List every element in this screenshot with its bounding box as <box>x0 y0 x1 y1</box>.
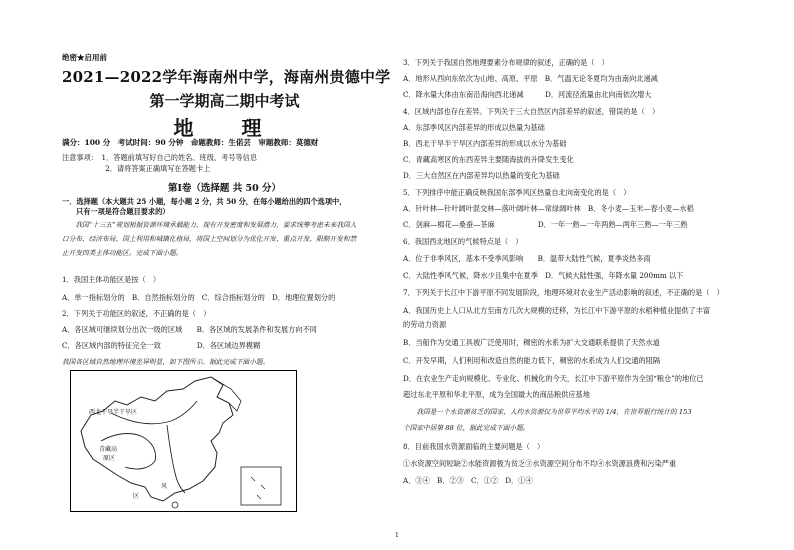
question-6: 6．我国西北地区的气候特点是（ ） <box>403 237 523 246</box>
northeast-shape <box>211 377 241 411</box>
exam-meta: 满分：100 分 考试时间：90 分钟 命题教师：生偌芸 审题教师：莫德财 <box>62 138 319 147</box>
question-8-statements: ①水资源空间短缺②水能资源极为贫乏③水资源空间分布不均④水资源浪费和污染严重 <box>403 459 677 468</box>
question-4-option-c: C．青藏高寒区的东西差异主要随海拔的升降发生变化 <box>403 155 574 164</box>
question-3-options-ab: A．地形从西向东依次为山地、高原、平原 B．气温无论冬夏均为由南向北递减 <box>403 74 658 83</box>
china-region-map <box>70 370 297 512</box>
question-7-option-d-1: D．在农业生产走向规模化、专业化、机械化的今天，长江中下游平原作为全国“粮仓”的地位已 <box>403 374 704 383</box>
section-title: 第Ⅰ卷（选择题 共 50 分） <box>167 183 282 194</box>
question-4-option-d: D．三大自然区在内部差异均以热量的变化为基础 <box>403 171 560 180</box>
water-para-1: 我国是一个水资源贫乏的国家，人均水资源仅为世界平均水平的 1/4，在世界银行统计的 153 <box>403 408 692 416</box>
question-4: 4．区域内部也存在差异。下列关于三大自然区内部差异的叙述，错误的是（ ） <box>403 107 660 116</box>
south-sea-inset <box>241 467 281 505</box>
secret-label: 绝密★启用前 <box>62 53 107 62</box>
question-6-options-cd: C．大陆性季风气候，降水少且集中在夏季 D．气候大陆性强，年降水量 200mm 以下 <box>403 271 684 280</box>
label-tibet-1: 青藏高 <box>99 446 118 453</box>
exam-title-line2: 第一学期高二期中考试 <box>149 92 300 110</box>
question-2: 2．下列关于功能区的叙述，不正确的是（ ） <box>62 309 211 318</box>
map-intro: 我国各区域自然地理环境差异明显，如下图所示。据此完成下面小题。 <box>62 358 270 366</box>
water-para-2: 个国家中居第 88 位，据此完成下面小题。 <box>403 424 530 432</box>
exam-title-line1: 2021—2022学年海南州中学，海南州贵德中学 <box>62 68 391 86</box>
question-4-option-b: B．西北干旱半干旱区内部差异的形成以水分为基础 <box>403 139 567 148</box>
question-3-options-cd: C．降水量大体由东南沿海向西北递减 D．河流径流量由北向南依次增大 <box>403 90 652 99</box>
part1-intro-1: 一．选择题（本大题共 25 小题，每小题 2 分，共 50 分，在每小题给出的四个选项中， <box>62 197 347 206</box>
question-8: 8．目前我国水资源面临的主要问题是（ ） <box>403 442 545 451</box>
para-line-2: 口分布、经济布局、国土利用和城镇化格局，将国土空间划分为优化开发、重点开发、限制开发和禁 <box>62 235 357 243</box>
question-2-options-cd: C．各区域内部的特征完全一致 D．各区域边界模糊 <box>62 341 261 350</box>
question-7-option-d-2: 超过东北平原和华北平原，成为全国最大的商品粮供应基地 <box>403 390 590 399</box>
question-2-options-ab: A．各区域可继续划分出次一级的区域 B．各区域的发展条件和发展方向不同 <box>62 325 317 334</box>
page-number: 1 <box>395 532 399 539</box>
china-outline-svg <box>71 371 296 511</box>
part1-intro-2: 只有一项是符合题目要求的） <box>76 207 170 216</box>
question-7-option-c: C．开发早期，人们利用和改造自然的能力低下，稠密的水系成为人们交通的阻隔 <box>403 356 661 365</box>
question-5-options-cd: C．剑麻—棉花—桑蚕—茶麻 D．一年一熟—一年两熟—两年三熟—一年三熟 <box>403 220 688 229</box>
question-1-options: A．单一指标划分的 B．自然指标划分的 C．综合指标划分的 D．地理位置划分的 <box>62 293 336 302</box>
label-qu: 区 <box>133 493 140 500</box>
label-feng: 风 <box>161 483 168 490</box>
question-4-option-a: A．东部季风区内部差异的形成以热量为基础 <box>403 123 545 132</box>
question-7-option-b: B．当船作为交通工具被广泛使用时，稠密的水系为扩大交通联系提供了天然水道 <box>403 338 660 347</box>
question-8-options: A．③④ B．②③ C．①② D．①④ <box>403 476 533 485</box>
question-3: 3．下列关于我国自然地理要素分布规律的叙述，正确的是（ ） <box>403 58 609 67</box>
label-tibet-2: 原区 <box>103 455 116 462</box>
question-5: 5．下列排序中能正确反映我国东部季风区热量自北向南变化的是（ ） <box>403 188 631 197</box>
question-7: 7．下列关于长江中下游平原不同发展阶段，地理环境对农业生产活动影响的叙述，不正确的是（ ） <box>403 288 724 297</box>
south-sea-islands <box>251 477 265 499</box>
question-7-option-a-1: A．我国历史上人口从北方至南方几次大规模的迁移，为长江中下游平原的水稻种植业提供了丰富 <box>403 306 711 315</box>
para-line-3: 止开发四类主体功能区。完成下面小题。 <box>62 249 183 257</box>
notice-1: 注意事项： 1．答题前填写好自己的姓名、班级、考号等信息 <box>62 153 258 162</box>
east-boundary <box>167 425 185 493</box>
question-5-options-ab: A．针叶林—针叶阔叶混交林—落叶阔叶林—常绿阔叶林 B．冬小麦—玉米—春小麦—水稻 <box>403 204 694 213</box>
notice-2: 2．请将答案正确填写在答题卡上 <box>62 164 211 173</box>
subject-title: 地 理 <box>173 116 276 140</box>
para-line-1: 我国“十三五”规划根据资源环境承载能力、现有开发密度和发展潜力，要求统筹考虑未来我国人 <box>62 221 357 229</box>
question-1: 1．我国主体功能区是按（ ） <box>62 275 161 284</box>
hainan-island <box>172 502 178 508</box>
label-northwest-region: 西北干旱半干旱区 <box>89 409 138 416</box>
question-6-options-ab: A．位于非季风区，基本不受季风影响 B．温带大陆性气候，夏季炎热多雨 <box>403 254 651 263</box>
question-7-option-a-2: 的劳动力资源 <box>403 320 447 329</box>
